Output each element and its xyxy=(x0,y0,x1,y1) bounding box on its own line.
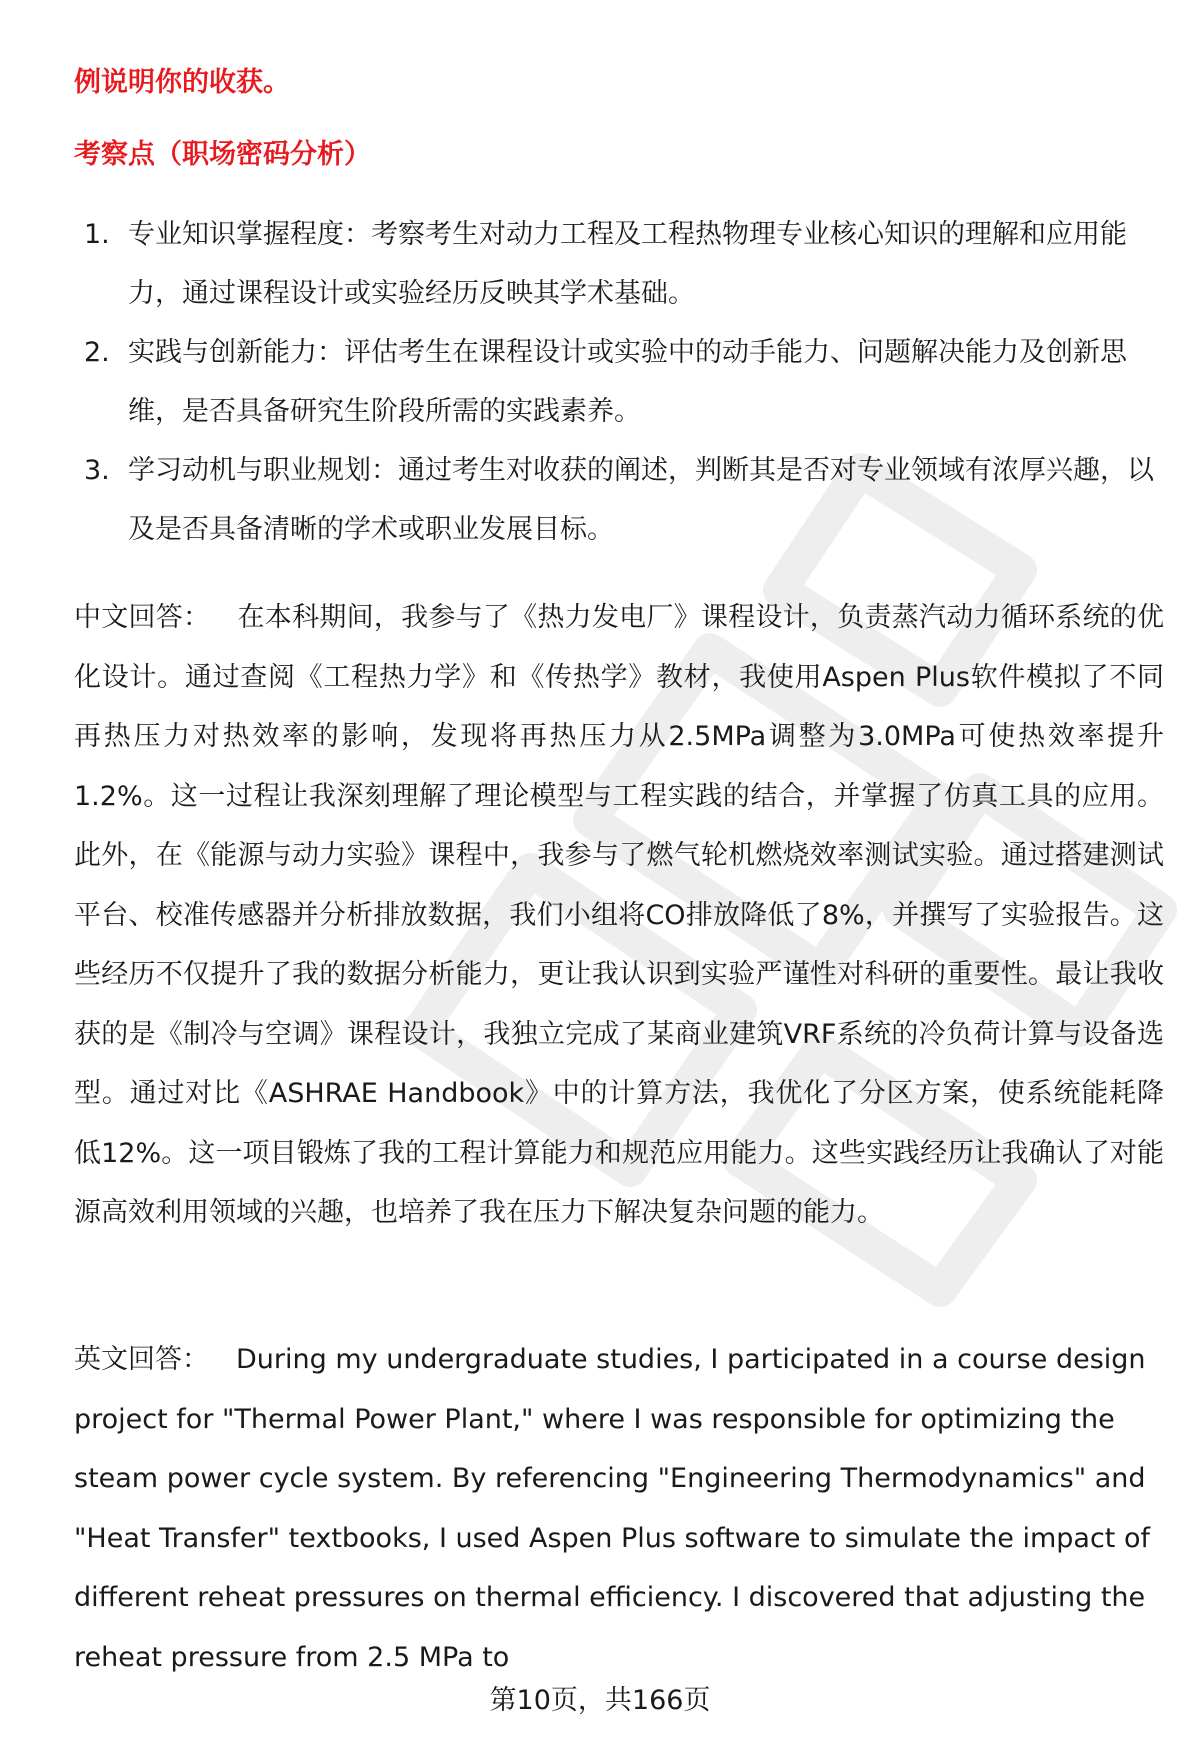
english-answer-text: During my undergraduate studies, I participated in a course design project for "Thermal Power Plant," where I was responsible for optimizing the steam power cycle system. By referencing "Engineering Thermodynamics" and "Heat Transfer" textbooks, I used Aspen Plus software to simulate the impact of different reheat pressures on thermal efficiency. I discovered that adjusting the reheat pressure from 2.5 MPa to xyxy=(74,1344,1150,1673)
analysis-heading: 考察点（职场密码分析） xyxy=(74,139,371,170)
list-item-number: 1. xyxy=(84,219,110,250)
list-item xyxy=(74,323,1164,441)
page-number-footer: 第10页，共166页 xyxy=(489,1685,711,1716)
chinese-answer-label: 中文回答： xyxy=(74,602,211,633)
list-item-text: 专业知识掌握程度：考察考生对动力工程及工程热物理专业核心知识的理解和应用能力，通过课程设计或实验经历反映其学术基础。 xyxy=(128,219,1127,309)
question-tail-heading: 例说明你的收获。 xyxy=(74,67,290,98)
list-item-number: 2. xyxy=(84,337,110,368)
list-item-text: 实践与创新能力：评估考生在课程设计或实验中的动手能力、问题解决能力及创新思维，是否具备研究生阶段所需的实践素养。 xyxy=(128,337,1127,427)
chinese-answer-paragraph xyxy=(74,588,1164,1243)
english-answer-label: 英文回答： xyxy=(74,1344,209,1375)
list-item-text: 学习动机与职业规划：通过考生对收获的阐述，判断其是否对专业领域有浓厚兴趣，以及是否具备清晰的学术或职业发展目标。 xyxy=(128,455,1154,545)
analysis-points-list xyxy=(74,205,1164,559)
list-item xyxy=(74,205,1164,323)
english-answer-paragraph xyxy=(74,1330,1164,1687)
chinese-answer-text: 在本科期间，我参与了《热力发电厂》课程设计，负责蒸汽动力循环系统的优化设计。通过查阅《工程热力学》和《传热学》教材，我使用Aspen Plus软件模拟了不同再热压力对热效率的影响，发现将再热压力从2.5MPa调整为3.0MPa可使热效率提升1.2%。这一过程让我深刻理解了理论模型与工程实践的结合，并掌握了仿真工具的应用。此外，在《能源与动力实验》课程中，我参与了燃气轮机燃烧效率测试实验。通过搭建测试平台、校准传感器并分析排放数据，我们小组将CO排放降低了8%，并撰写了实验报告。这些经历不仅提升了我的数据分析能力，更让我认识到实验严谨性对科研的重要性。最让我收获的是《制冷与空调》课程设计，我独立完成了某商业建筑VRF系统的冷负荷计算与设备选型。通过对比《ASHRAE Handbook》中的计算方法，我优化了分区方案，使系统能耗降低12%。这一项目锻炼了我的工程计算能力和规范应用能力。这些实践经历让我确认了对能源高效利用领域的兴趣，也培养了我在压力下解决复杂问题的能力。 xyxy=(74,602,1165,1228)
list-item-number: 3. xyxy=(84,455,110,486)
list-item xyxy=(74,441,1164,559)
